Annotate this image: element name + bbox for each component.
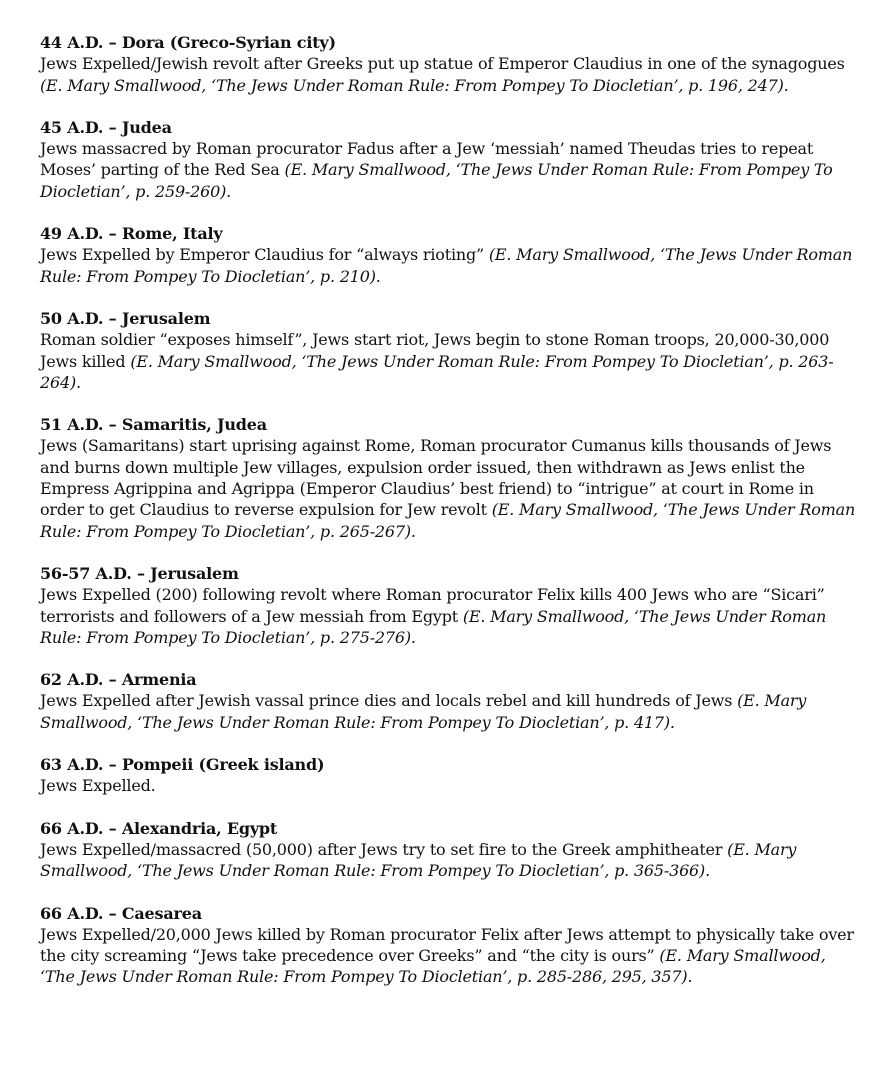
entry-citation: (E. Mary Smallwood, ‘The Jews Under Roman Rule: From Pompey To Diocletian’, p. 263-264).: [40, 351, 834, 392]
entry-citation: (E. Mary Smallwood, ‘The Jews Under Roman Rule: From Pompey To Diocletian’, p. 196, 247).: [40, 75, 789, 95]
entry-text: Jews Expelled/massacred (50,000) after Jews try to set fire to the Greek amphitheater: [40, 839, 728, 859]
entry-text: Jews Expelled after Jewish vassal prince dies and locals rebel and kill hundreds of Jews: [40, 691, 738, 711]
entry-heading: 66 A.D. – Caesarea: [40, 903, 202, 923]
entry-body: [40, 584, 858, 648]
entry-citation: (E. Mary Smallwood, ‘The Jews Under Roman Rule: From Pompey To Diocletian’, p. 285-286, 295, 357).: [40, 946, 826, 987]
entry-body: [40, 690, 858, 733]
timeline-entry: [40, 308, 858, 393]
entry-citation: (E. Mary Smallwood, ‘The Jews Under Roman Rule: From Pompey To Diocletian’, p. 275-276).: [40, 606, 827, 647]
entry-text: Jews Expelled/20,000 Jews killed by Roman procurator Felix after Jews attempt to physically take over the city screaming “Jews take precedence over Greeks” and “the city is ours”: [40, 924, 854, 966]
timeline-entry: [40, 669, 858, 733]
entry-text: Jews Expelled by Emperor Claudius for “always rioting”: [40, 245, 489, 265]
entry-text: Jews massacred by Roman procurator Fadus after a Jew ‘messiah’ named Theudas tries to repeat Moses’ parting of the Red Sea: [40, 139, 814, 180]
timeline-entry: [40, 223, 858, 287]
entry-heading: 45 A.D. – Judea: [40, 117, 172, 137]
timeline-entry: [40, 818, 858, 882]
entry-body: [40, 53, 858, 96]
timeline-entry: [40, 563, 858, 648]
entry-heading: 49 A.D. – Rome, Italy: [40, 224, 223, 244]
entry-text: Roman soldier “exposes himself”, Jews start riot, Jews begin to stone Roman troops, 20,000-30,000 Jews killed: [40, 330, 830, 371]
timeline-entry: [40, 32, 858, 96]
entry-heading: 62 A.D. – Armenia: [40, 670, 197, 690]
entry-heading: 56-57 A.D. – Jerusalem: [40, 563, 239, 583]
entry-heading: 44 A.D. – Dora (Greco-Syrian city): [40, 33, 336, 52]
entry-body: [40, 775, 858, 796]
entry-body: [40, 138, 858, 202]
entry-heading: 63 A.D. – Pompeii (Greek island): [40, 755, 325, 775]
entry-body: [40, 435, 858, 541]
entry-body: [40, 924, 858, 988]
entry-citation: (E. Mary Smallwood, ‘The Jews Under Roman Rule: From Pompey To Diocletian’, p. 265-267).: [40, 500, 856, 541]
timeline-entry: [40, 117, 858, 202]
entry-heading: 66 A.D. – Alexandria, Egypt: [40, 818, 278, 838]
entry-body: [40, 244, 858, 287]
timeline-entry: [40, 414, 858, 542]
entry-heading: 51 A.D. – Samaritis, Judea: [40, 415, 267, 435]
timeline-entry: [40, 754, 858, 797]
entry-text: Jews (Samaritans) start uprising against Rome, Roman procurator Cumanus kills thousands of Jews and burns down multiple Jew villages, expulsion order issued, then withdrawn as Jews enlist the Empress Agrippina and Agrippa (Emperor Claudius’ best friend) to “intrigue” at court in Rome in order to get Claudius to reverse expulsion for Jew revolt: [40, 436, 832, 520]
entry-text: Jews Expelled (200) following revolt where Roman procurator Felix kills 400 Jews who are “Sicari” terrorists and followers of a Jew messiah from Egypt: [40, 585, 825, 626]
entry-heading: 50 A.D. – Jerusalem: [40, 308, 211, 328]
document-page: [40, 32, 858, 1009]
entry-citation: (E. Mary Smallwood, ‘The Jews Under Roman Rule: From Pompey To Diocletian’, p. 365-366).: [40, 839, 797, 881]
entry-citation: (E. Mary Smallwood, ‘The Jews Under Roman Rule: From Pompey To Diocletian’, p. 259-260).: [40, 160, 833, 201]
entry-citation: (E. Mary Smallwood, ‘The Jews Under Roman Rule: From Pompey To Diocletian’, p. 210).: [40, 245, 853, 286]
entry-citation: (E. Mary Smallwood, ‘The Jews Under Roman Rule: From Pompey To Diocletian’, p. 417).: [40, 691, 807, 732]
entry-text: Jews Expelled/Jewish revolt after Greeks put up statue of Emperor Claudius in one of the synagogues: [40, 54, 845, 74]
entry-body: [40, 839, 858, 882]
timeline-entry: [40, 903, 858, 988]
entry-body: [40, 329, 858, 393]
entry-text: Jews Expelled.: [40, 776, 156, 796]
